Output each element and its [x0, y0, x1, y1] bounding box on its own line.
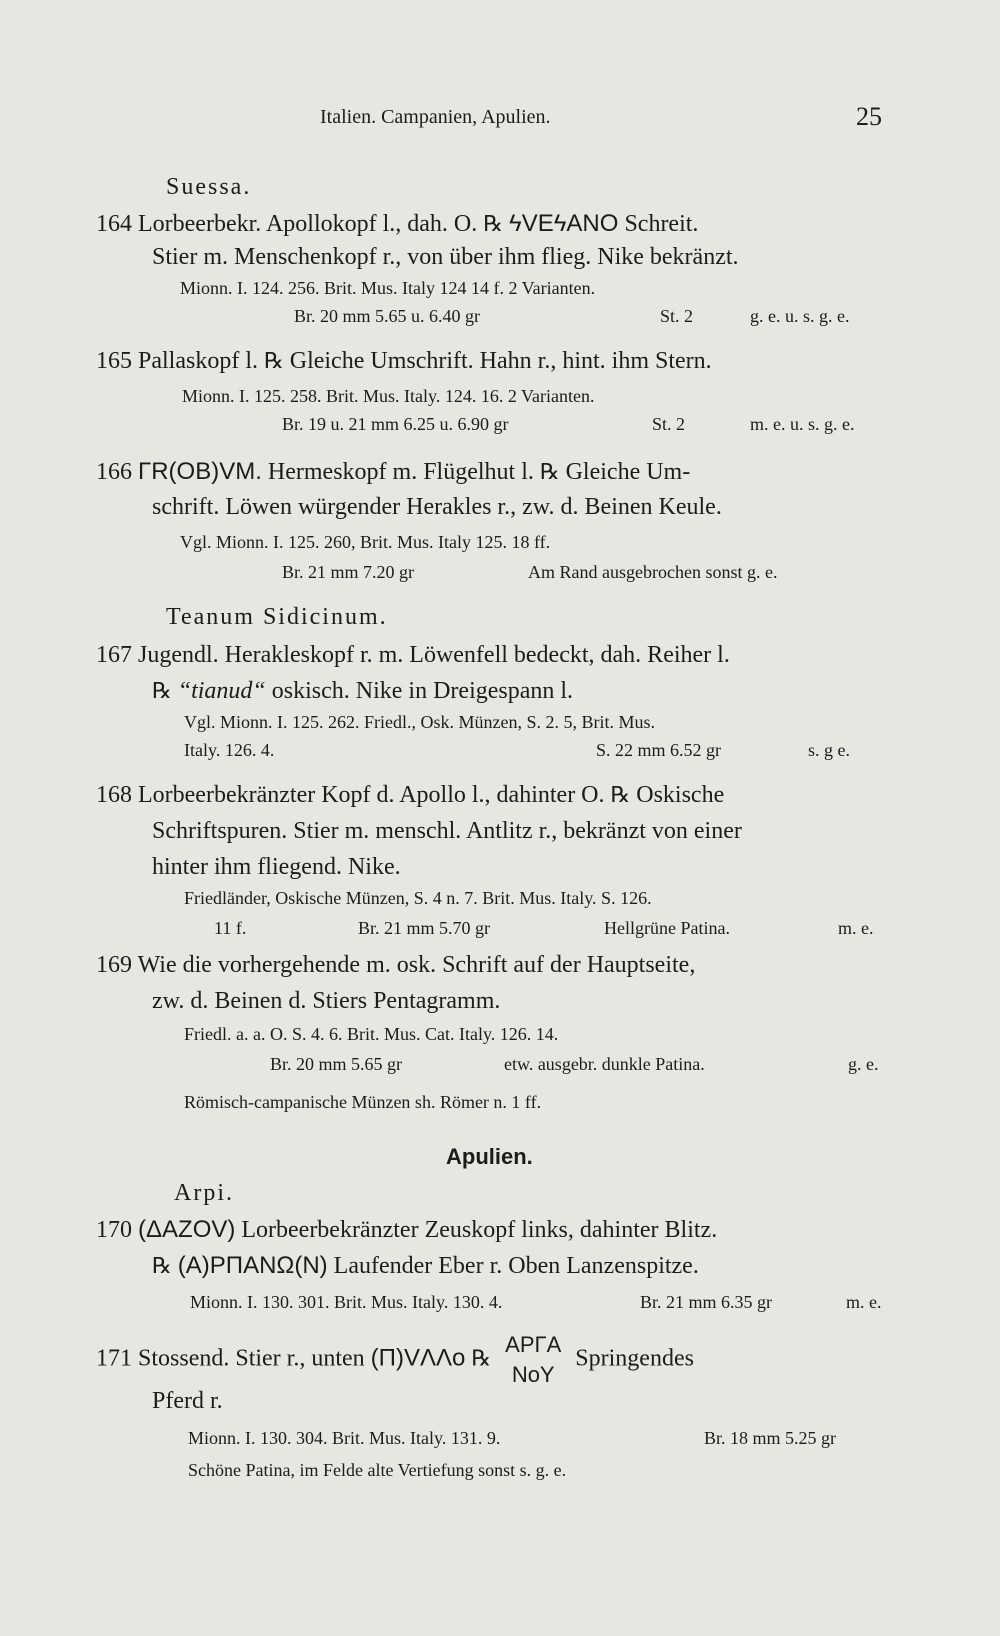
entry-169-ref1: Friedl. a. a. O. S. 4. 6. Brit. Mus. Cat. Italy. 126. 14. — [184, 1024, 559, 1044]
entry-170-ref1b: Br. 21 mm 6.35 gr — [640, 1292, 773, 1312]
entry-167-ref2c: s. g e. — [808, 740, 850, 760]
entry-165-line1: 165 Pallaskopf l. ℞ Gleiche Umschrift. Hahn r., hint. ihm Stern. — [96, 348, 712, 374]
cross-reference-note: Römisch-campanische Münzen sh. Römer n. 1 ff. — [184, 1092, 542, 1112]
stacked-legend-top: APΓA — [505, 1332, 562, 1357]
entry-168-ref2d: m. e. — [838, 918, 874, 938]
entry-number: 170 — [96, 1217, 132, 1243]
stacked-legend — [505, 1330, 561, 1390]
section-heading-suessa: Suessa. — [166, 174, 252, 200]
entry-168-ref2b: Br. 21 mm 5.70 gr — [358, 918, 491, 938]
entry-number: 166 — [96, 459, 132, 485]
entry-number: 165 — [96, 348, 132, 374]
entry-167-line2: ℞ “tianud“ oskisch. Nike in Dreigespann l. — [152, 678, 574, 704]
legend: (ΔAZOV) — [138, 1216, 236, 1243]
entry-166-line2: schrift. Löwen würgender Herakles r., zw. d. Beinen Keule. — [152, 494, 722, 520]
section-heading-arpi: Arpi. — [174, 1180, 234, 1206]
reverse-symbol: ℞ — [610, 783, 631, 808]
legend: (Π)VΛΛo — [370, 1344, 466, 1372]
entry-168-ref1: Friedländer, Oskische Münzen, S. 4 n. 7. Brit. Mus. Italy. S. 126. — [184, 888, 652, 908]
entry-167-ref2b: S. 22 mm 6.52 gr — [596, 740, 722, 760]
entry-169-line2: zw. d. Beinen d. Stiers Pentagramm. — [152, 988, 501, 1014]
entry-165-ref2c: m. e. u. s. g. e. — [750, 414, 855, 434]
entry-169-line1: 169 Wie die vorhergehende m. osk. Schrift auf der Hauptseite, — [96, 952, 696, 978]
entry-166-ref2b: Am Rand ausgebrochen sonst g. e. — [528, 562, 778, 582]
legend: (A)PΠANΩ(N) — [177, 1252, 328, 1279]
entry-164-ref2b: St. 2 — [660, 306, 694, 326]
entry-170-ref1a: Mionn. I. 130. 301. Brit. Mus. Italy. 130. 4. — [190, 1292, 503, 1312]
entry-170-line1: 170 (ΔAZOV) Lorbeerbekränzter Zeuskopf links, dahinter Blitz. — [96, 1216, 718, 1243]
entry-170-ref1c: m. e. — [846, 1292, 882, 1312]
entry-167-ref1: Vgl. Mionn. I. 125. 262. Friedl., Osk. Münzen, S. 2. 5, Brit. Mus. — [184, 712, 656, 732]
entry-169-ref2b: etw. ausgebr. dunkle Patina. — [504, 1054, 705, 1074]
entry-165-ref2b: St. 2 — [652, 414, 686, 434]
entry-168-line1: 168 Lorbeerbekränzter Kopf d. Apollo l., dahinter O. ℞ Oskische — [96, 782, 725, 808]
entry-165-ref2a: Br. 19 u. 21 mm 6.25 u. 6.90 gr — [282, 414, 509, 434]
reverse-symbol: ℞ — [152, 1254, 172, 1279]
entry-168-ref2c: Hellgrüne Patina. — [604, 918, 730, 938]
entry-number: 164 — [96, 211, 132, 237]
entry-168-line2: Schriftspuren. Stier m. menschl. Antlitz r., bekränzt von einer — [152, 818, 742, 844]
entry-166-line1: 166 ΓR(OB)VM. Hermeskopf m. Flügelhut l. ℞ Gleiche Um- — [96, 458, 691, 485]
entry-number: 167 — [96, 642, 132, 668]
entry-168-ref2a: 11 f. — [214, 918, 247, 938]
legend: ΓR(OB)VM. — [138, 458, 262, 485]
entry-167-line1: 167 Jugendl. Herakleskopf r. m. Löwenfell bedeckt, dah. Reiher l. — [96, 642, 730, 668]
reverse-symbol: ℞ — [539, 460, 560, 485]
entry-164-line1: 164 Lorbeerbekr. Apollokopf l., dah. O. ℞ ϟVEϟANO Schreit. — [96, 210, 699, 237]
entry-164-line2: Stier m. Menschenkopf r., von über ihm flieg. Nike bekränzt. — [152, 244, 739, 270]
entry-166-ref1: Vgl. Mionn. I. 125. 260, Brit. Mus. Italy 125. 18 ff. — [180, 532, 551, 552]
page-number: 25 — [856, 102, 882, 131]
entry-171-line2: Pferd r. — [152, 1388, 223, 1414]
reverse-symbol: ℞ — [264, 349, 284, 374]
legend: ϟVEϟANO — [509, 210, 619, 237]
stacked-legend-bottom: NoY — [511, 1362, 555, 1387]
region-heading-apulien: Apulien. — [446, 1144, 533, 1169]
entry-167-ref2a: Italy. 126. 4. — [184, 740, 275, 760]
entry-165-ref1: Mionn. I. 125. 258. Brit. Mus. Italy. 124. 16. 2 Varianten. — [182, 386, 595, 406]
entry-171-line1: 171 Stossend. Stier r., unten (Π)VΛΛo ℞ APΓA NoY Springendes — [96, 1330, 694, 1390]
entry-169-ref2c: g. e. — [848, 1054, 879, 1074]
entry-164-ref1: Mionn. I. 124. 256. Brit. Mus. Italy 124 14 f. 2 Varianten. — [180, 278, 596, 298]
reverse-symbol: ℞ — [152, 679, 172, 704]
entry-164-ref2a: Br. 20 mm 5.65 u. 6.40 gr — [294, 306, 481, 326]
header-title: Italien. Campanien, Apulien. — [320, 106, 551, 128]
entry-171-ref1b: Br. 18 mm 5.25 gr — [704, 1428, 837, 1448]
entry-number: 171 — [96, 1345, 132, 1372]
entry-number: 168 — [96, 782, 132, 808]
entry-171-ref1a: Mionn. I. 130. 304. Brit. Mus. Italy. 131. 9. — [188, 1428, 501, 1448]
entry-164-ref2c: g. e. u. s. g. e. — [750, 306, 850, 326]
section-heading-teanum: Teanum Sidicinum. — [166, 604, 388, 630]
entry-169-ref2a: Br. 20 mm 5.65 gr — [270, 1054, 403, 1074]
legend: “tianud“ — [177, 678, 266, 704]
reverse-symbol: ℞ — [483, 212, 503, 237]
entry-168-line3: hinter ihm fliegend. Nike. — [152, 854, 401, 880]
entry-166-ref2a: Br. 21 mm 7.20 gr — [282, 562, 415, 582]
entry-170-line2: ℞ (A)PΠANΩ(N) Laufender Eber r. Oben Lanzenspitze. — [152, 1252, 699, 1279]
reverse-symbol: ℞ — [471, 1346, 492, 1372]
entry-171-ref2: Schöne Patina, im Felde alte Vertiefung sonst s. g. e. — [188, 1460, 567, 1480]
entry-number: 169 — [96, 952, 132, 978]
